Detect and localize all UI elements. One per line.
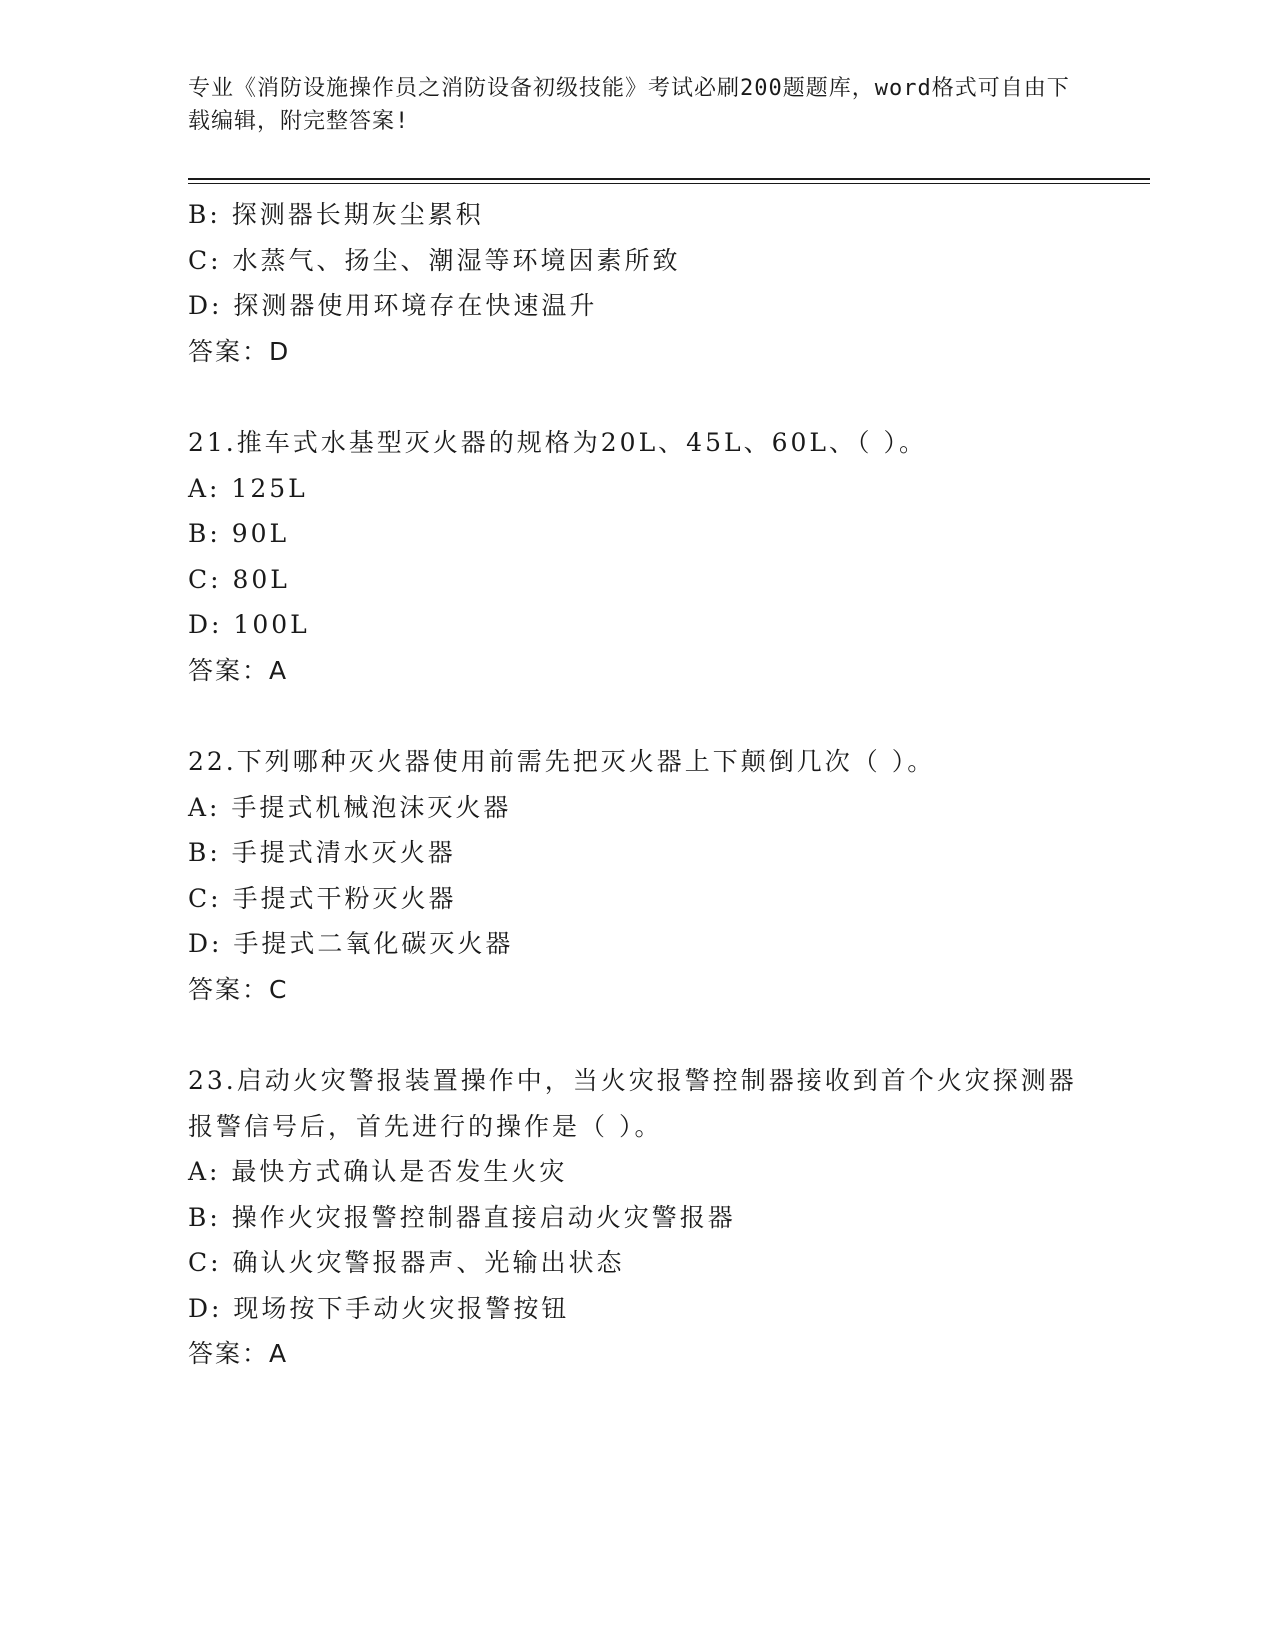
option-c: C: 水蒸气、扬尘、潮湿等环境因素所致 xyxy=(188,245,681,275)
answer-line: 答案：A xyxy=(188,655,289,685)
option-d: D: 探测器使用环境存在快速温升 xyxy=(188,291,598,320)
option-b: B: 90L xyxy=(188,519,290,548)
header-divider-thick xyxy=(188,178,1150,180)
option-a: A: 手提式机械泡沫灭火器 xyxy=(188,792,512,822)
document-body xyxy=(188,192,1088,1377)
answer-line: 答案：D xyxy=(188,336,291,366)
question-block-21 xyxy=(188,420,1088,693)
option-a: A: 最快方式确认是否发生火灾 xyxy=(188,1157,568,1186)
question-block-22 xyxy=(188,739,1088,1012)
option-d: D: 手提式二氧化碳灭火器 xyxy=(188,929,514,958)
spacer xyxy=(188,1012,1088,1058)
question-block-23 xyxy=(188,1058,1088,1377)
option-c: C: 确认火灾警报器声、光输出状态 xyxy=(188,1248,625,1277)
option-d: D: 100L xyxy=(188,610,310,639)
option-b: B: 操作火灾报警控制器直接启动火灾警报器 xyxy=(188,1202,736,1232)
answer-line: 答案：C xyxy=(188,974,289,1004)
option-b: B: 手提式清水灭火器 xyxy=(188,838,456,867)
option-c: C: 80L xyxy=(188,564,290,594)
option-b: B: 探测器长期灰尘累积 xyxy=(188,200,484,229)
option-d: D: 现场按下手动火灾报警按钮 xyxy=(188,1293,570,1323)
option-c: C: 手提式干粉灭火器 xyxy=(188,883,457,913)
spacer xyxy=(188,693,1088,739)
question-block-prev xyxy=(188,192,1088,374)
option-a: A: 125L xyxy=(188,473,308,503)
question-stem: 23.启动火灾警报装置操作中，当火灾报警控制器接收到首个火灾探测器报警信号后，首先进行的操作是（ ）。 xyxy=(188,1066,1077,1141)
question-stem: 22.下列哪种灭火器使用前需先把灭火器上下颠倒几次（ ）。 xyxy=(188,747,936,776)
document-header: 专业《消防设施操作员之消防设备初级技能》考试必刷200题题库，word格式可自由下载编辑，附完整答案! xyxy=(188,76,1070,134)
header-divider-thin xyxy=(188,183,1150,184)
spacer xyxy=(188,374,1088,420)
question-stem: 21.推车式水基型灭火器的规格为20L、45L、60L、（ ）。 xyxy=(188,428,927,457)
answer-line: 答案：A xyxy=(188,1339,289,1368)
